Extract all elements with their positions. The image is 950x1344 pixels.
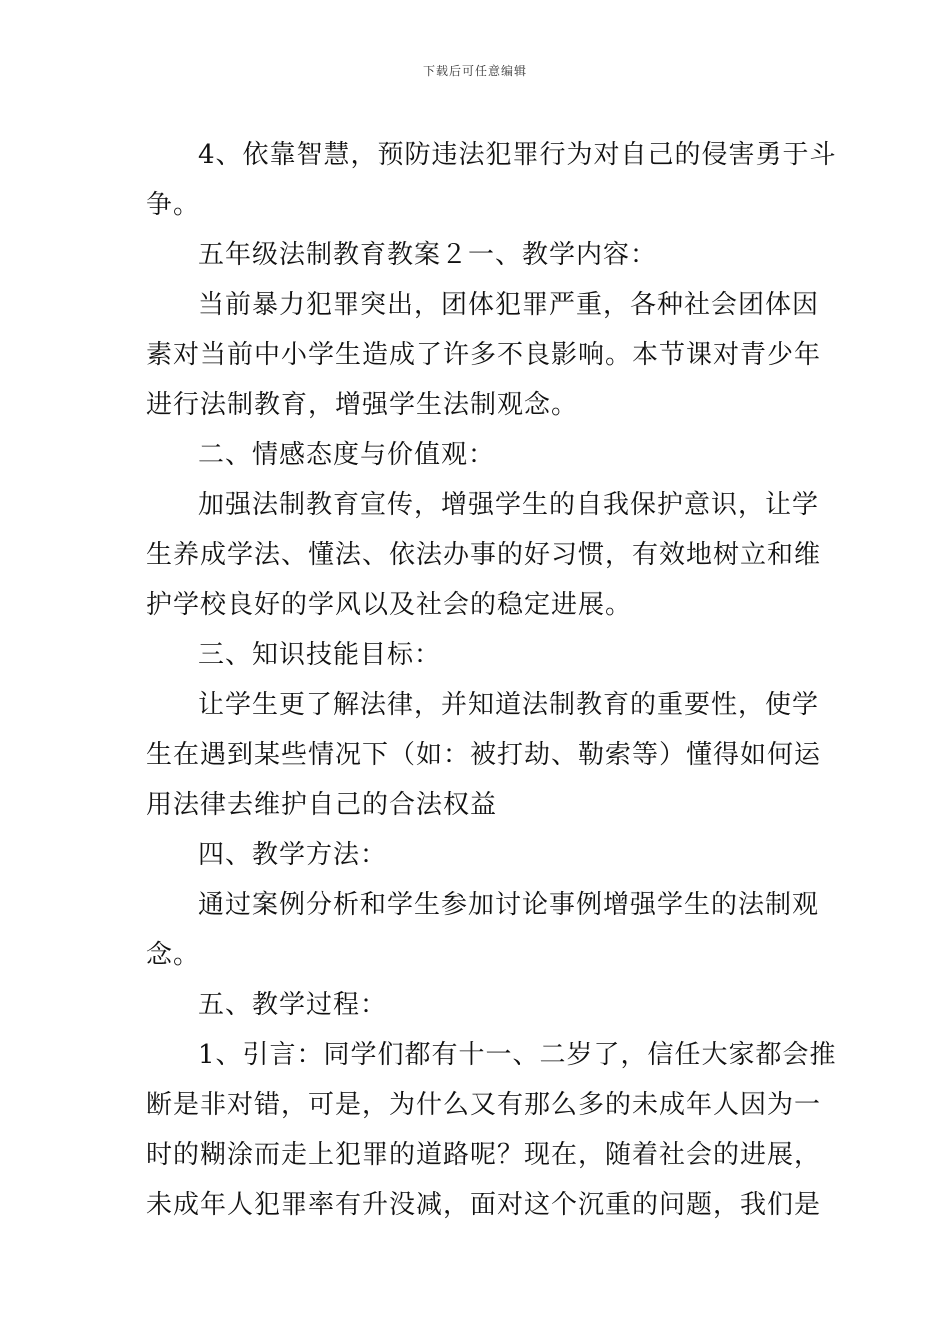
section-heading: 三、知识技能目标：	[198, 640, 442, 670]
paragraph-10	[146, 980, 806, 1030]
text-line: 护学校良好的学风以及社会的稳定进展。	[146, 590, 633, 620]
text-line: 加强法制教育宣传，增强学生的自我保护意识，让学	[198, 490, 820, 520]
text-line: 时的糊涂而走上犯罪的道路呢？现在，随着社会的进展，	[146, 1140, 822, 1170]
paragraph-1	[146, 130, 837, 230]
section-heading: 五、教学过程：	[198, 990, 388, 1020]
text-line: 通过案例分析和学生参加讨论事例增强学生的法制观	[198, 890, 820, 920]
text-line: 念。	[146, 940, 201, 970]
paragraph-3	[146, 280, 822, 430]
text-line: 用法律去维护自己的合法权益	[146, 790, 498, 820]
text-line: 素对当前中小学生造成了许多不良影响。本节课对青少年	[146, 340, 822, 370]
text-line: 争。	[146, 190, 201, 220]
document-body	[146, 130, 837, 1230]
text-line: 生在遇到某些情况下（如：被打劫、勒索等）懂得如何运	[146, 740, 822, 770]
paragraph-6	[146, 630, 806, 680]
section-heading: 四、教学方法：	[198, 840, 388, 870]
paragraph-9	[146, 880, 820, 980]
text-line: 生养成学法、懂法、依法办事的好习惯，有效地树立和维	[146, 540, 822, 570]
page-header-note: 下载后可任意编辑	[422, 64, 527, 78]
section-heading: 五年级法制教育教案２一、教学内容：	[198, 240, 658, 270]
paragraph-8	[146, 830, 806, 880]
text-line: 进行法制教育，增强学生法制观念。	[146, 390, 579, 420]
text-line: 断是非对错，可是，为什么又有那么多的未成年人因为一	[146, 1090, 822, 1120]
text-line: 让学生更了解法律，并知道法制教育的重要性，使学	[198, 690, 820, 720]
text-line: 当前暴力犯罪突出，团体犯罪严重，各种社会团体因	[198, 290, 820, 320]
paragraph-7	[146, 680, 822, 830]
text-line: 4、依靠智慧，预防违法犯罪行为对自己的侵害勇于斗	[198, 140, 837, 170]
text-line: 未成年人犯罪率有升没减，面对这个沉重的问题，我们是	[146, 1190, 822, 1220]
paragraph-11	[146, 1030, 837, 1230]
section-heading: 二、情感态度与价值观：	[198, 440, 496, 470]
text-line: 1、引言：同学们都有十一、二岁了，信任大家都会推	[198, 1040, 837, 1070]
paragraph-5	[146, 480, 822, 630]
paragraph-4	[146, 430, 806, 480]
paragraph-2	[146, 230, 806, 280]
